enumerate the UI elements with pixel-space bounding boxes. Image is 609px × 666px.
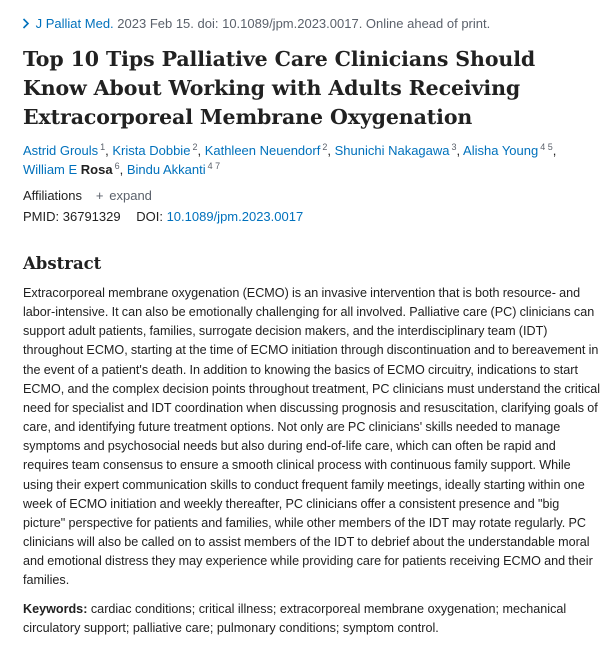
journal-link[interactable]: J Palliat Med. bbox=[35, 16, 114, 31]
article-title: Top 10 Tips Palliative Care Clinicians Should Know About Working with Adults Receiving Extracorporeal Membrane Oxygenation bbox=[23, 47, 536, 129]
chevron-right-icon[interactable] bbox=[22, 15, 32, 32]
affiliation-ref[interactable]: 4 5 bbox=[540, 142, 553, 152]
author-link[interactable]: Shunichi Nakagawa bbox=[334, 143, 450, 158]
affiliation-ref[interactable]: 2 bbox=[322, 142, 328, 152]
doi-link[interactable]: 10.1089/jpm.2023.0017 bbox=[166, 209, 304, 224]
author-link[interactable]: Krista Dobbie bbox=[112, 143, 191, 158]
affiliation-ref[interactable]: 2 bbox=[192, 142, 198, 152]
affiliation-ref[interactable]: 6 bbox=[114, 161, 120, 171]
identifiers-row bbox=[23, 208, 603, 225]
keywords-text: cardiac conditions; critical illness; extracorporeal membrane oxygenation; mechanical circulatory support; palliative care; pulmonary conditions; symptom control. bbox=[23, 601, 567, 635]
affiliation-ref[interactable]: 3 bbox=[451, 142, 457, 152]
affiliations-row bbox=[23, 187, 603, 204]
author-link[interactable]: Astrid Grouls bbox=[23, 143, 99, 158]
expand-affiliations-button[interactable]: + expand bbox=[94, 188, 152, 203]
article-page bbox=[23, 0, 603, 638]
keywords-label: Keywords: bbox=[23, 601, 88, 616]
abstract-heading: Abstract bbox=[23, 254, 102, 273]
keywords bbox=[23, 600, 601, 638]
affiliation-ref[interactable]: 4 7 bbox=[207, 161, 221, 171]
plus-icon: + bbox=[95, 188, 104, 203]
affiliations-label: Affiliations bbox=[23, 188, 83, 203]
pmid-value: 36791329 bbox=[62, 209, 121, 224]
author-link[interactable]: Alisha Young bbox=[463, 143, 539, 158]
author-list: Astrid Grouls $^1$, Krista Dobbie $^2$, Kathleen Neuendorf $^2$, Shunichi Nakagawa $^3$, Alisha Young $^{4 5}$, William E Rosa $^6$, Bindu Akkanti $^{4 7}$ bbox=[23, 142, 557, 177]
pmid-label: PMID: bbox=[23, 209, 60, 224]
author-link[interactable]: Kathleen Neuendorf bbox=[204, 143, 321, 158]
doi-label: DOI: bbox=[136, 209, 163, 224]
citation-line bbox=[23, 15, 603, 32]
affiliation-ref[interactable]: 1 bbox=[100, 142, 106, 152]
author-link[interactable]: Bindu Akkanti bbox=[126, 162, 206, 177]
abstract-text: Extracorporeal membrane oxygenation (ECMO) is an invasive intervention that is both resource- and labor-intensive. It can also be emotionally challenging for all involved. Palliative care (PC) clinicians can support adult patients, families, surrogate decision makers, and the interdisciplinary team (IDT) throughout ECMO, starting at the time of ECMO initiation through discontinuation and to bereavement in the event of a patient's death. In addition to knowing the basics of ECMO circuitry, indications to start ECMO, and the complex decision points throughout treatment, PC clinicians must understand the critical need for specialist and IDT coordination when discussing prognosis and resuscitation, clarifying goals of care, and identifying future treatment options. Not only are PC clinicians' skills needed to manage symptoms and psychosocial needs but also during end-of-life care, which can often be rapid and requires team consensus to ensure a smooth clinical process with continuous family support. While using their expert communication skills to conduct frequent family meetings, ideally starting within one week of ECMO initiation and weekly thereafter, PC clinicians offer a consistent presence and "big picture" perspective for patients and families, while other members of the IDT may rotate regularly. PC clinicians will also be called on to assist members of the IDT to debrief about the understandable moral and emotional distress they may experience while providing care for patients receiving ECMO and their families. bbox=[23, 286, 601, 588]
citation-details: 2023 Feb 15. doi: 10.1089/jpm.2023.0017. Online ahead of print. bbox=[113, 16, 491, 31]
author-link[interactable]: William E Rosa bbox=[23, 162, 113, 177]
